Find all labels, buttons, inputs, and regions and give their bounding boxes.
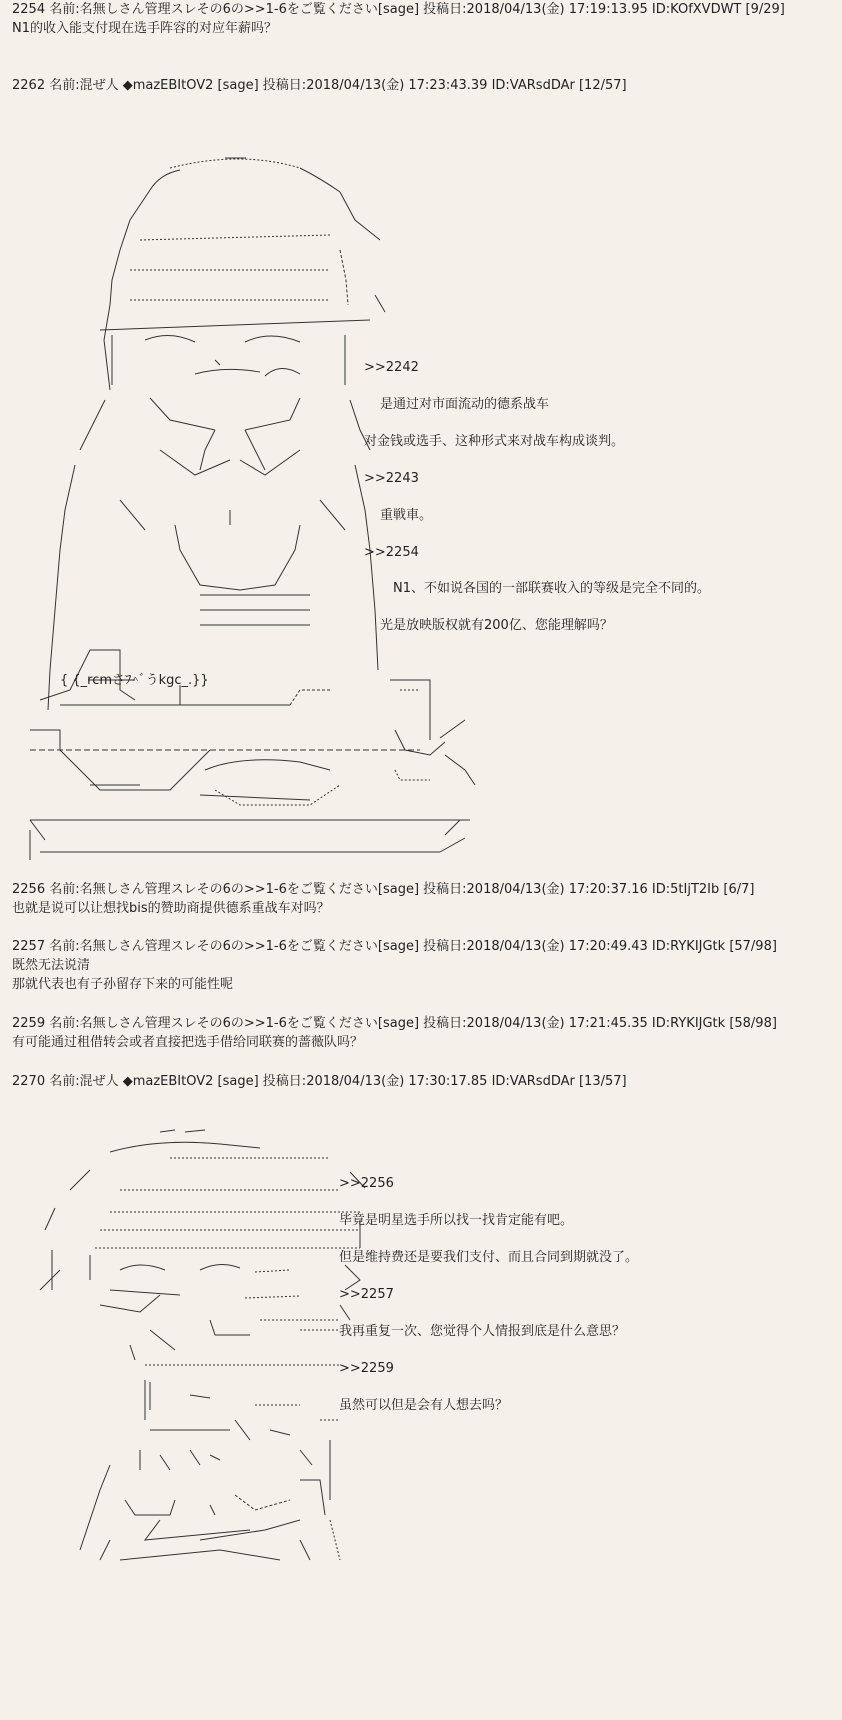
ascii-sign: { {_rcmさﾌ^ﾞうkgc_.}} [60, 673, 209, 688]
ascii-art-2 [0, 1120, 842, 1720]
reply-text: 我再重复一次、您觉得个人情报到底是什么意思？ [339, 1324, 626, 1339]
reply-text: N1、不如说各国的一部联赛收入的等级是完全不同的。 [393, 581, 710, 596]
reply-ref: >>2259 [339, 1361, 394, 1376]
post-header: 2254 名前:名無しさん管理スレその6の>>1-6をご覧ください[sage] 投稿日:2018/04/13(金) 17:19:13.95 ID:KOfXVDWT [9/29] [12, 2, 785, 17]
post-header: 2262 名前:混ぜ人 ◆mazEBItOV2 [sage] 投稿日:2018/04/13(金) 17:23:43.39 ID:VARsdDAr [12/57] [12, 78, 627, 93]
post-header: 2257 名前:名無しさん管理スレその6の>>1-6をご覧ください[sage] 投稿日:2018/04/13(金) 17:20:49.43 ID:RYKIJGtk [57/98] [12, 939, 777, 954]
reply-ref: >>2257 [339, 1287, 394, 1302]
post-header: 2256 名前:名無しさん管理スレその6の>>1-6をご覧ください[sage] 投稿日:2018/04/13(金) 17:20:37.16 ID:5tIjT2Ib [6/7] [12, 882, 755, 897]
reply-text: 光是放映版权就有200亿、您能理解吗？ [380, 618, 613, 633]
post-2256 [12, 880, 842, 918]
post-2270 [12, 1072, 842, 1091]
reply-ref: >>2256 [339, 1176, 394, 1191]
post-body-line: 既然无法说清 [12, 958, 91, 973]
reply-text: 毕竟是明星选手所以找一找肯定能有吧。 [339, 1213, 574, 1228]
ascii-art-2-drawing [0, 1120, 842, 1720]
reply-ref: >>2243 [364, 471, 419, 486]
post-header: 2259 名前:名無しさん管理スレその6の>>1-6をご覧ください[sage] 投稿日:2018/04/13(金) 17:21:45.35 ID:RYKIJGtk [58/98] [12, 1016, 777, 1031]
post-body-line: N1的收入能支付现在选手阵容的对应年薪吗？ [12, 21, 277, 36]
reply-ref: >>2242 [364, 360, 419, 375]
post-body-line: 也就是说可以让想找bis的赞助商提供德系重战车对吗？ [12, 901, 330, 916]
post-body-line: 有可能通过租借转会或者直接把选手借给同联赛的蔷薇队吗？ [12, 1035, 364, 1050]
post-2254 [12, 0, 842, 38]
ascii-art-1 [0, 130, 842, 920]
ascii-art-1-drawing [0, 130, 842, 920]
reply-text: 是通过对市面流动的德系战车 [380, 397, 550, 412]
reply-text: 重戦車。 [380, 508, 433, 523]
reply-text: 虽然可以但是会有人想去吗？ [339, 1398, 509, 1413]
post-2257 [12, 937, 842, 994]
reply-text: 但是维持费还是要我们支付、而且合同到期就没了。 [339, 1250, 639, 1265]
reply-text: 对金钱或选手、这种形式来对战车构成谈判。 [364, 434, 625, 449]
post-2262 [12, 76, 842, 95]
reply-ref: >>2254 [364, 545, 419, 560]
post-header: 2270 名前:混ぜ人 ◆mazEBItOV2 [sage] 投稿日:2018/04/13(金) 17:30:17.85 ID:VARsdDAr [13/57] [12, 1074, 627, 1089]
post-2259 [12, 1014, 842, 1052]
post-body-line: 那就代表也有子孙留存下来的可能性呢 [12, 977, 234, 992]
